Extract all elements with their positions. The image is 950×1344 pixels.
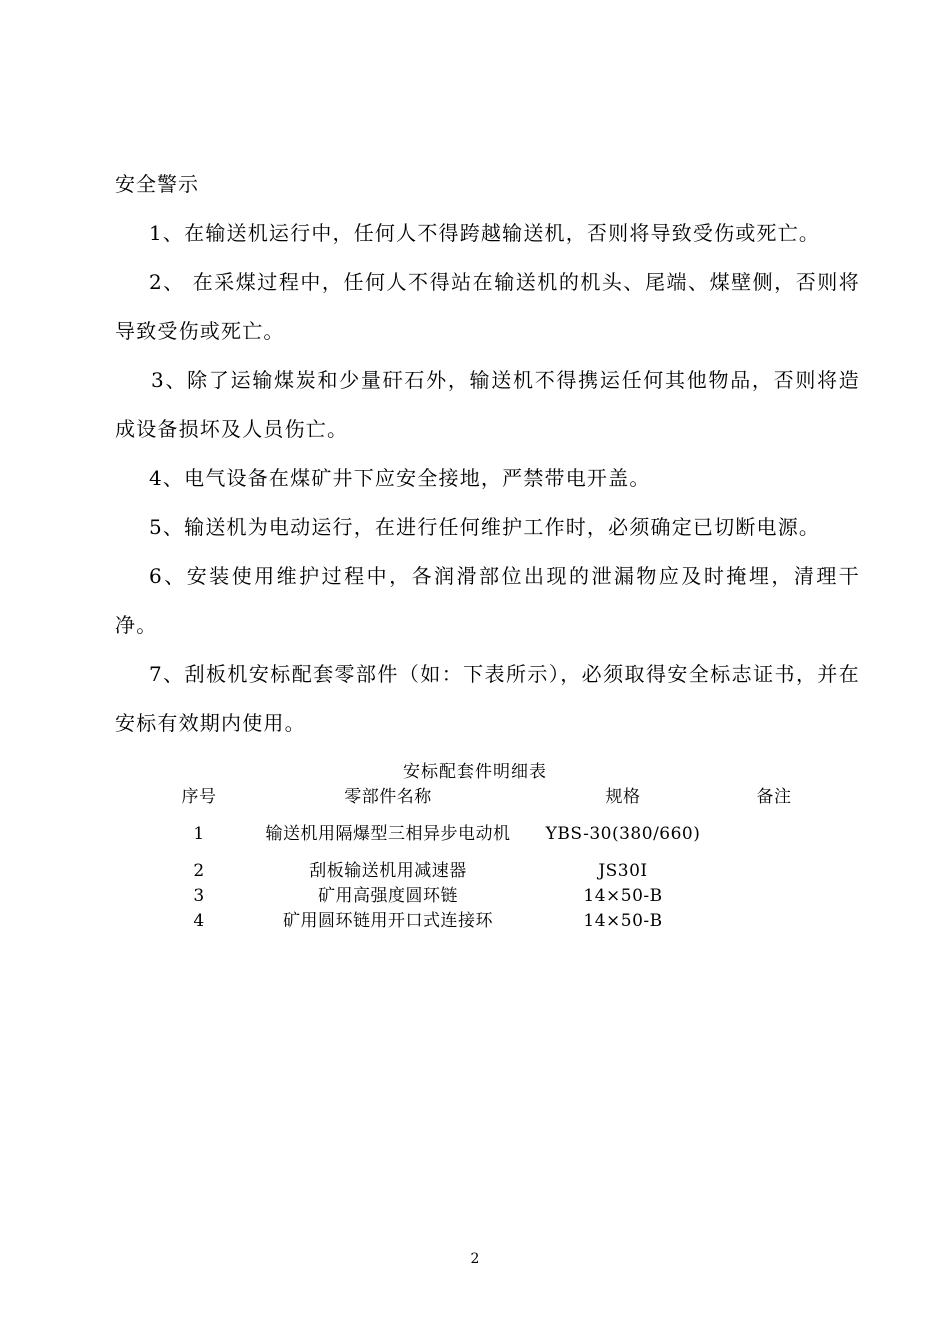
table-row <box>140 858 820 883</box>
row-serial-number: 4 <box>193 910 205 931</box>
warning-paragraph-2: 2、 在采煤过程中，任何人不得站在输送机的机头、尾端、煤壁侧，否则将导致受伤或死亡。 <box>115 270 860 343</box>
table-header-row <box>140 784 820 810</box>
header-specification: 规格 <box>605 787 641 807</box>
row-serial-number: 3 <box>193 885 205 906</box>
warning-paragraph-1: 1、在输送机运行中，任何人不得跨越输送机，否则将导致受伤或死亡。 <box>149 221 821 245</box>
header-remarks: 备注 <box>756 787 792 807</box>
row-part-name: 矿用圆环链用开口式连接环 <box>283 910 493 931</box>
header-serial-number: 序号 <box>181 787 217 807</box>
header-part-name: 零部件名称 <box>344 787 432 807</box>
page-number: 2 <box>470 1251 480 1267</box>
row-remarks <box>728 858 820 883</box>
row-specification: JS30Ⅰ <box>598 860 648 881</box>
row-specification: 14×50-B <box>583 885 663 906</box>
warning-paragraph-4: 4、电气设备在煤矿井下应安全接地，严禁带电开盖。 <box>149 466 651 490</box>
row-remarks <box>728 810 820 858</box>
table-row <box>140 883 820 908</box>
row-part-name: 矿用高强度圆环链 <box>318 885 458 906</box>
row-remarks <box>728 883 820 908</box>
parts-table <box>140 784 820 933</box>
warning-paragraph-7: 7、刮板机安标配套零部件（如：下表所示），必须取得安全标志证书，并在安标有效期内使用。 <box>115 662 860 735</box>
part-name-text: 输送机用隔爆型三相异步电动机 <box>265 824 511 844</box>
row-part-name: 刮板输送机用减速器 <box>309 860 467 881</box>
table-row <box>140 810 820 858</box>
table-caption: 安标配套件明细表 <box>403 762 547 782</box>
row-specification: YBS-30(380/660) <box>545 824 701 844</box>
row-serial-number: 1 <box>193 824 205 844</box>
row-part-name <box>258 810 518 858</box>
section-heading: 安全警示 <box>115 172 199 196</box>
row-specification: 14×50-B <box>583 910 663 931</box>
table-row <box>140 908 820 933</box>
warning-paragraph-5: 5、输送机为电动运行，在进行任何维护工作时，必须确定已切断电源。 <box>149 515 821 539</box>
row-remarks <box>728 908 820 933</box>
row-serial-number: 2 <box>193 860 205 881</box>
warning-paragraph-6: 6、安装使用维护过程中，各润滑部位出现的泄漏物应及时掩埋，清理干净。 <box>115 564 860 637</box>
warning-paragraph-3: 3、除了运输煤炭和少量矸石外，输送机不得携运任何其他物品，否则将造成设备损坏及人员伤亡。 <box>115 368 860 441</box>
